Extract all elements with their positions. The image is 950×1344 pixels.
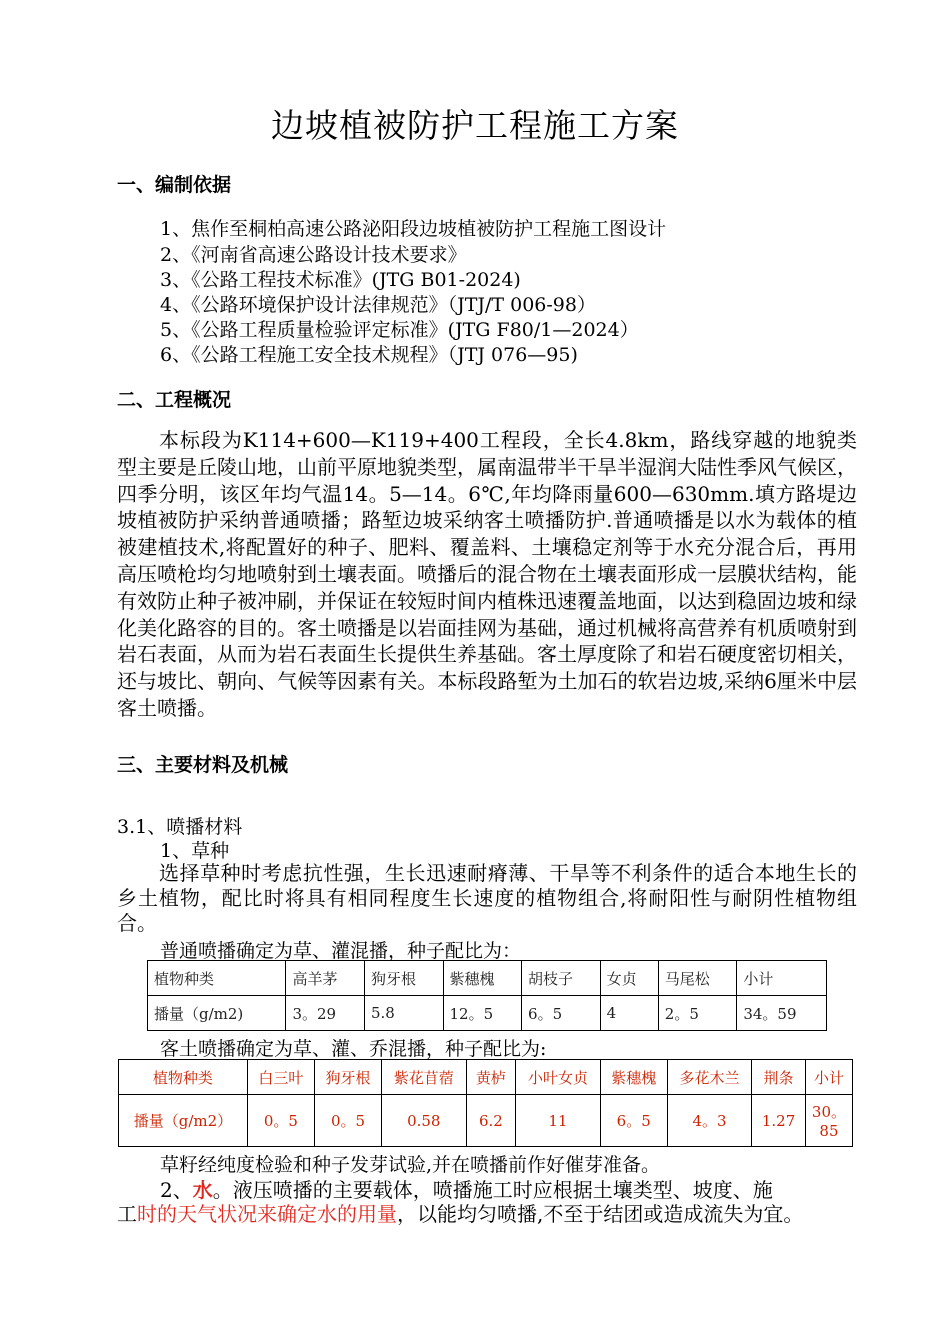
table-cell: 3。29 <box>286 996 365 1031</box>
document-title: 边坡植被防护工程施工方案 <box>271 106 679 145</box>
section-heading-materials: 三、主要材料及机械 <box>117 754 289 776</box>
table-cell: 紫花苜蓿 <box>382 1060 466 1095</box>
section-heading-basis: 一、编制依据 <box>117 174 232 196</box>
basis-item: 6、《公路工程施工安全技术规程》（JTJ 076—95) <box>160 344 578 366</box>
water-highlight: 时的天气状况来确定水的用量 <box>137 1202 397 1226</box>
table-cell: 小计 <box>805 1060 852 1095</box>
table-cell: 马尾松 <box>658 961 737 996</box>
table-cell: 0。5 <box>314 1095 381 1147</box>
basis-item: 1、焦作至桐柏高速公路泌阳段边坡植被防护工程施工图设计 <box>160 218 667 240</box>
section-heading-overview: 二、工程概况 <box>117 389 232 411</box>
table-cell: 6。5 <box>522 996 601 1031</box>
overview-paragraph: 本标段为K114+600—K119+400工程段，全长4.8km，路线穿越的地貌类型主要是丘陵山地，山前平原地貌类型，属南温带半干旱半湿润大陆性季风气候区，四季分明，该区年均气温14。5—14。6℃,年均降雨量600—630mm.填方路堤边坡植被防护采纳普通喷播；路堑边坡采纳客土喷播防护.普通喷播是以水为载体的植被建植技术,将配置好的种子、肥料、覆盖料、土壤稳定剂等于水充分混合后，再用高压喷枪均匀地喷射到土壤表面。喷播后的混合物在土壤表面形成一层膜状结构，能有效防止种子被冲刷，并保证在较短时间内植株迅速覆盖地面，以达到稳固边坡和绿化美化路容的目的。客土喷播是以岩面挂网为基础，通过机械将高营养有机质喷射到岩石表面，从而为岩石表面生长提供生养基础。客土厚度除了和岩石硬度密切相关，还与坡比、朝向、气候等因素有关。本标段路堑为土加石的软岩边坡,采纳6厘米中层客土喷播。 <box>117 428 857 720</box>
table-cell: 紫穗槐 <box>443 961 522 996</box>
water-text: 工 <box>117 1202 137 1226</box>
basis-item: 4、《公路环境保护设计法律规范》（JTJ/T 006-98） <box>160 294 596 316</box>
table-cell: 黄栌 <box>466 1060 516 1095</box>
table-cell: 播量（g/m2） <box>119 1095 248 1147</box>
table-row <box>119 1095 853 1147</box>
table-cell: 5.8 <box>364 996 443 1031</box>
table-cell: 播量（g/m2) <box>148 996 286 1031</box>
basis-item: 3、《公路工程技术标准》(JTG B01-2024) <box>160 269 521 291</box>
table-cell: 11 <box>516 1095 600 1147</box>
table-cell: 0。5 <box>247 1095 314 1147</box>
table-cell: 小叶女贞 <box>516 1060 600 1095</box>
table-cell: 34。59 <box>737 996 827 1031</box>
soil-seed-table <box>118 1059 853 1147</box>
grass-selection-paragraph: 选择草种时考虑抗性强，生长迅速耐瘠薄、干旱等不利条件的适合本地生长的乡土植物，配比时将具有相同程度生长速度的植物组合,将耐阳性与耐阴性植物组合。 <box>117 861 857 935</box>
table-cell: 0.58 <box>382 1095 466 1147</box>
table-cell: 紫穗槐 <box>600 1060 667 1095</box>
normal-seed-table <box>147 960 827 1031</box>
table-cell: 狗牙根 <box>314 1060 381 1095</box>
table-cell: 植物种类 <box>119 1060 248 1095</box>
seed-test-note: 草籽经纯度检验和种子发芽试验,并在喷播前作好催芽准备。 <box>160 1154 661 1176</box>
table-cell: 小计 <box>737 961 827 996</box>
table-cell: 白三叶 <box>247 1060 314 1095</box>
table-cell: 植物种类 <box>148 961 286 996</box>
soil-spray-intro: 客土喷播确定为草、灌、乔混播，种子配比为: <box>160 1038 547 1060</box>
table-cell: 6.2 <box>466 1095 516 1147</box>
water-text: ，以能均匀喷播,不至于结团或造成流失为宜。 <box>397 1202 804 1226</box>
table-cell: 4 <box>600 996 658 1031</box>
subsection-spray-materials: 3.1、喷播材料 <box>117 816 243 838</box>
table-header-row <box>119 1060 853 1095</box>
basis-item: 2、《河南省高速公路设计技术要求》 <box>160 244 467 266</box>
table-cell: 6。5 <box>600 1095 667 1147</box>
table-cell: 2。5 <box>658 996 737 1031</box>
table-cell: 4。3 <box>667 1095 751 1147</box>
table-cell: 1.27 <box>752 1095 806 1147</box>
table-row <box>148 996 827 1031</box>
normal-spray-intro: 普通喷播确定为草、灌混播，种子配比为： <box>160 940 522 962</box>
water-number: 2、 <box>160 1178 193 1202</box>
table-cell: 荆条 <box>752 1060 806 1095</box>
table-cell: 狗牙根 <box>364 961 443 996</box>
water-text: 。液压喷播的主要载体，喷播施工时应根据土壤类型、坡度、施 <box>212 1178 773 1202</box>
water-line-2 <box>117 1198 803 1227</box>
water-keyword: 水 <box>192 1178 213 1202</box>
table-cell: 胡枝子 <box>522 961 601 996</box>
table-header-row <box>148 961 827 996</box>
table-cell: 12。5 <box>443 996 522 1031</box>
table-cell: 30。85 <box>805 1095 852 1147</box>
basis-item: 5、《公路工程质量检验评定标准》(JTG F80/1—2024） <box>160 319 639 341</box>
table-cell: 多花木兰 <box>667 1060 751 1095</box>
table-cell: 女贞 <box>600 961 658 996</box>
subsection-grass-seed: 1、草种 <box>160 840 230 862</box>
table-cell: 高羊茅 <box>286 961 365 996</box>
